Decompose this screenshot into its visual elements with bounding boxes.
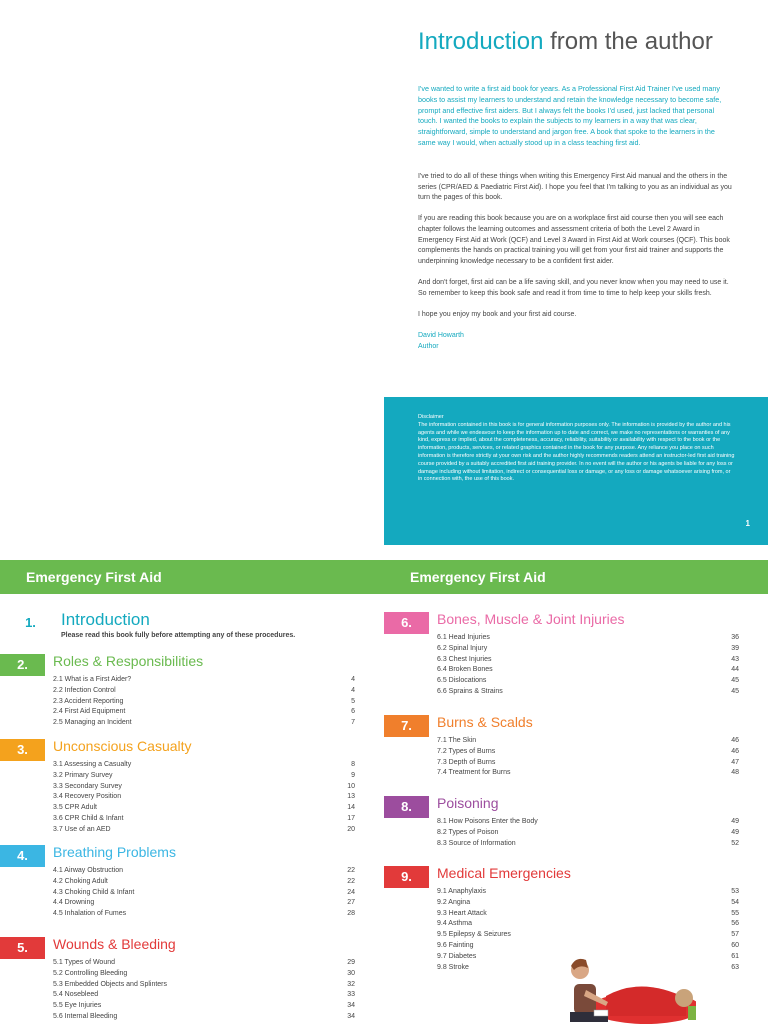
contents-item[interactable]: 5.3 Embedded Objects and Splinters 32 [53, 980, 355, 988]
page-title [418, 28, 713, 56]
disclaimer-body: The information contained in this book is for general information purposes only. The information is provided by the author and his agents and while we endeavour to keep the information up to date and correct, we make no representations or warranties of any kind, express or implied, about the completeness, accuracy, reliability, suitability or availability with respect to the book or the information, products, services, or related graphics contained in the book for any purpose. Any reliance you place on such information is therefore strictly at your own risk and the author highly recommends readers attend an instructor-led first aid training course provided by a suitably accredited first aid training provider. In no event will the author or his agents be liable for any loss or damage including without limitation, indirect or consequential loss or damage, or any loss or damage whatsoever arising from, or in connection with, the use of this book. [418, 421, 735, 483]
section-title: Wounds & Bleeding [53, 936, 176, 952]
blank-page [0, 0, 384, 548]
contents-item[interactable]: 9.1 Anaphylaxis 53 [437, 888, 739, 895]
contents-item[interactable]: 7.3 Depth of Burns 47 [437, 758, 739, 766]
section-number: 3. [0, 739, 45, 761]
contents-item[interactable]: 6.4 Broken Bones 44 [437, 666, 739, 674]
contents-item[interactable]: 3.7 Use of an AED 20 [53, 825, 355, 833]
contents-item[interactable]: 3.3 Secondary Survey 10 [53, 782, 355, 790]
contents-item[interactable]: 2.4 First Aid Equipment 6 [53, 708, 355, 716]
contents-item[interactable]: 8.3 Source of Information 52 [437, 839, 739, 847]
section-title: Burns & Scalds [437, 714, 533, 730]
section-number: 7. [384, 715, 429, 737]
contents-item[interactable]: 4.4 Drowning 27 [53, 899, 355, 907]
contents-item[interactable]: 7.4 Treatment for Burns 48 [437, 769, 739, 777]
contents-item[interactable]: 2.1 What is a First Aider? 4 [53, 676, 355, 683]
section-number: 9. [384, 866, 429, 888]
section-title: Unconscious Casualty [53, 738, 192, 754]
contents-item[interactable]: 9.6 Fainting 60 [437, 941, 739, 949]
author-name: David Howarth [418, 331, 464, 339]
contents-item[interactable]: 5.1 Types of Wound 29 [53, 959, 355, 966]
disclaimer-heading: Disclaimer [418, 414, 444, 420]
section-items [53, 675, 355, 729]
disclaimer-text [418, 414, 736, 484]
contents-item[interactable]: 4.5 Inhalation of Fumes 28 [53, 910, 355, 918]
contents-item[interactable]: 8.1 How Poisons Enter the Body 49 [437, 818, 739, 825]
contents-item[interactable]: 5.2 Controlling Bleeding 30 [53, 969, 355, 977]
section-note: Please read this book fully before attempting any of these procedures. [61, 632, 296, 639]
disclaimer-box [384, 397, 768, 545]
contents-item[interactable]: 6.1 Head Injuries 36 [437, 634, 739, 641]
intro-paragraph: If you are reading this book because you are on a workplace first aid course then you will see each chapter follows the learning outcomes and assessment criteria of both the Level 2 Award in Emergency First Aid at Work (QCF) and Level 3 Award in First Aid at Work courses (QCF). This book complements the hands on practical training you will get from your first aid trainer and supports the underpinning knowledge necessary to be a confident first aider. [418, 215, 730, 265]
section-number: 5. [0, 937, 45, 959]
section-items [437, 633, 739, 698]
contents-item[interactable]: 2.3 Accident Reporting 5 [53, 697, 355, 705]
section-title: Poisoning [437, 795, 499, 811]
intro-paragraph: I've tried to do all of these things when writing this Emergency First Aid manual and the others in the series (CPR/AED & Paediatric First Aid). I hope you feel that I'm talking to you as an individual as you turn the pages of this book. [418, 173, 732, 202]
section-items [53, 958, 355, 1023]
contents-item[interactable]: 9.4 Asthma 56 [437, 920, 739, 928]
section-title: Bones, Muscle & Joint Injuries [437, 611, 625, 627]
contents-item[interactable]: 3.2 Primary Survey 9 [53, 771, 355, 779]
section-number: 2. [0, 654, 45, 676]
section-number: 1. [25, 615, 36, 630]
contents-section-introduction[interactable] [8, 612, 363, 646]
section-items [53, 866, 355, 920]
section-title: Breathing Problems [53, 844, 176, 860]
section-title: Introduction [61, 610, 150, 629]
contents-item[interactable]: 3.6 CPR Child & Infant 17 [53, 814, 355, 822]
section-items [53, 760, 355, 836]
title-rest: from the author [543, 28, 713, 55]
contents-item[interactable]: 6.6 Sprains & Strains 45 [437, 687, 739, 695]
section-number: 4. [0, 845, 45, 867]
contents-item[interactable]: 9.8 Stroke 63 [437, 963, 739, 971]
contents-item[interactable]: 3.4 Recovery Position 13 [53, 793, 355, 801]
contents-item[interactable]: 9.2 Angina 54 [437, 898, 739, 906]
first-aid-illustration [546, 946, 696, 1024]
intro-lead-paragraph: I've wanted to write a first aid book for years. As a Professional First Aid Trainer I've used many books to assist my learners to understand and retain the knowledge necessary to become safe, prompt and effective first aiders. But I always felt the books I'd used, just lacked that personal touch. I wanted the books to explain the subjects to my learners in a way that was clear, straightforward, simple to understand and jargon free. A book that spoke to the learners in the same way I would, when actually stood up in a class teaching first aid. [418, 84, 722, 147]
contents-item[interactable]: 5.6 Internal Bleeding 34 [53, 1012, 355, 1020]
contents-item[interactable]: 7.2 Types of Burns 46 [437, 747, 739, 755]
section-number: 8. [384, 796, 429, 818]
contents-item[interactable]: 8.2 Types of Poison 49 [437, 828, 739, 836]
contents-item[interactable]: 9.7 Diabetes 61 [437, 952, 739, 960]
contents-item[interactable]: 5.5 Eye Injuries 34 [53, 1002, 355, 1010]
contents-item[interactable]: 2.5 Managing an Incident 7 [53, 719, 355, 727]
section-number: 6. [384, 612, 429, 634]
contents-item[interactable]: 2.2 Infection Control 4 [53, 686, 355, 694]
section-title: Roles & Responsibilities [53, 653, 204, 669]
intro-paragraph: I hope you enjoy my book and your first aid course. [418, 310, 577, 318]
contents-item[interactable]: 4.1 Airway Obstruction 22 [53, 867, 355, 874]
intro-paragraph: And don't forget, first aid can be a life saving skill, and you never know when you may need to use it. So remember to keep this book safe and read it from time to time to help keep your skills fresh. [418, 278, 729, 297]
contents-item[interactable]: 6.3 Chest Injuries 43 [437, 655, 739, 663]
section-items [437, 736, 739, 779]
contents-item[interactable]: 9.5 Epilepsy & Seizures 57 [437, 931, 739, 939]
page-number: 1 [745, 519, 750, 528]
author-role: Author [418, 342, 439, 350]
section-items [437, 817, 739, 849]
contents-header-left: Emergency First Aid [0, 560, 384, 594]
contents-item[interactable]: 3.1 Assessing a Casualty 8 [53, 761, 355, 768]
contents-item[interactable]: 5.4 Nosebleed 33 [53, 991, 355, 999]
contents-item[interactable]: 9.3 Heart Attack 55 [437, 909, 739, 917]
contents-item[interactable]: 4.2 Choking Adult 22 [53, 877, 355, 885]
intro-body [418, 172, 732, 352]
contents-header-right: Emergency First Aid [384, 560, 768, 594]
intro-page [384, 0, 768, 548]
contents-item[interactable]: 7.1 The Skin 46 [437, 737, 739, 744]
contents-item[interactable]: 6.2 Spinal Injury 39 [437, 644, 739, 652]
title-accent: Introduction [418, 28, 544, 55]
section-title: Medical Emergencies [437, 865, 571, 881]
contents-item[interactable]: 4.3 Choking Child & Infant 24 [53, 888, 355, 896]
contents-item[interactable]: 6.5 Dislocations 45 [437, 677, 739, 685]
contents-item[interactable]: 3.5 CPR Adult 14 [53, 804, 355, 812]
